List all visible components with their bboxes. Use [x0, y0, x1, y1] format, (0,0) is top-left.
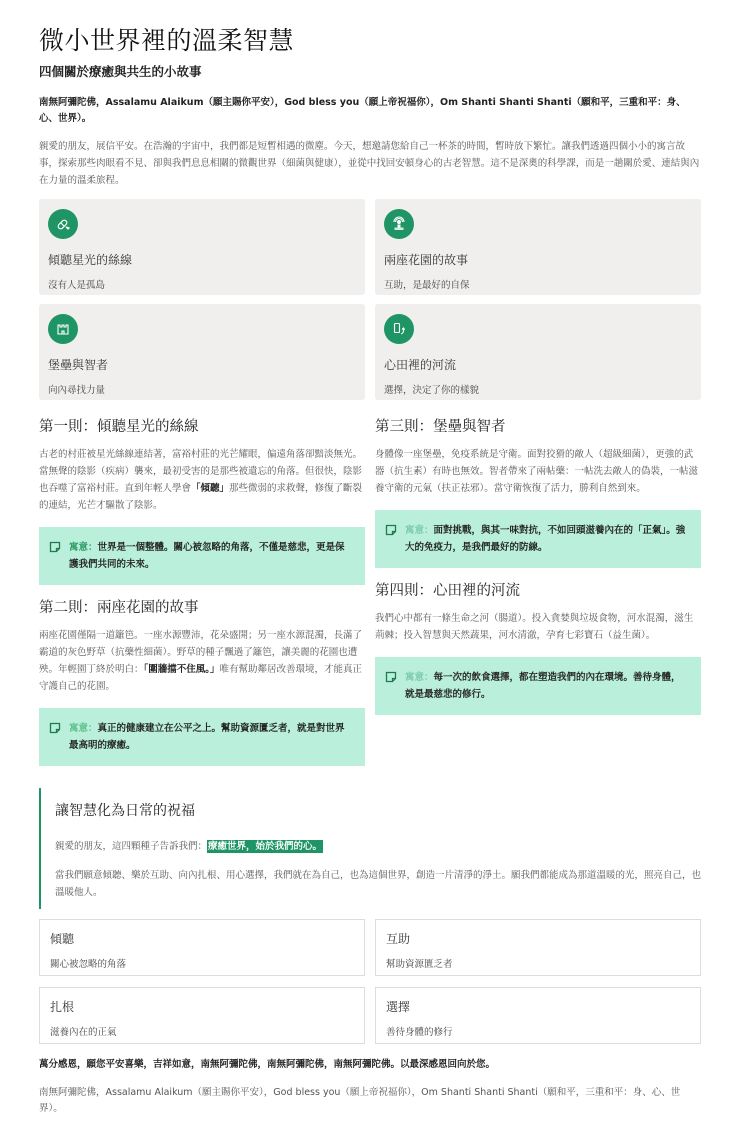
story-heading: 第二則：兩座花園的故事	[39, 600, 199, 616]
moral-label: 寓意：	[405, 525, 434, 536]
card-subtitle: 沒有人是孤島	[48, 280, 106, 291]
virtue-subtitle: 善待身體的修行	[386, 1027, 453, 1038]
pill-icon	[48, 209, 78, 239]
virtues-grid	[39, 919, 701, 1044]
moral-callout	[39, 527, 365, 585]
page-title: 微小世界裡的溫柔智慧	[39, 26, 295, 55]
story-card-river[interactable]	[375, 304, 701, 400]
virtue-card-listen	[39, 919, 365, 976]
page-subtitle: 四個關於療癒與共生的小故事	[39, 64, 202, 79]
moral-callout	[39, 708, 365, 766]
virtue-subtitle: 關心被忽略的角落	[50, 959, 127, 970]
card-subtitle: 選擇，決定了你的樣貌	[384, 385, 480, 396]
virtue-title: 扎根	[50, 1000, 75, 1014]
stories-right-column	[375, 417, 701, 766]
story-4	[375, 581, 701, 715]
card-title: 心田裡的河流	[384, 358, 457, 372]
note-icon	[385, 671, 397, 683]
virtue-title: 選擇	[386, 1000, 411, 1014]
story-body: 我們心中都有一條生命之河（腸道）。投入貪婪與垃圾食物，河水混濁，滋生荊棘；投入智慧與天然蔬果，河水清澈，孕育七彩寶石（益生菌）。	[375, 613, 694, 641]
intro-paragraph: 親愛的朋友，展信平安。在浩瀚的宇宙中，我們都是短暫相遇的微塵。今天，想邀請您給自己一杯茶的時間，暫時放下繁忙。讓我們透過四個小小的寓言故事，探索那些肉眼看不見、卻與我們息息相關的微觀世界（細菌與健康），並從中找回安頓身心的古老智慧。這不是深奧的科學課，而是一趟關於愛、連結與內在力量的溫柔旅程。	[39, 141, 700, 186]
moral-label: 寓意：	[69, 542, 98, 553]
virtue-title: 傾聽	[50, 932, 75, 946]
virtue-card-help	[375, 919, 701, 976]
card-subtitle: 互助，是最好的自保	[384, 280, 470, 291]
story-heading: 第一則：傾聽星光的絲線	[39, 419, 199, 435]
story-heading: 第四則：心田裡的河流	[375, 583, 520, 599]
moral-callout	[375, 657, 701, 715]
blessing-bottom: 南無阿彌陀佛，Assalamu Alaikum（願主賜你平安），God bless you（願上帝祝福你），Om Shanti Shanti Shanti（願和平，三重和平：身、心、世界）。	[39, 1087, 681, 1114]
moral-text: 世界是一個整體。關心被忽略的角落，不僅是慈悲，更是保護我們共同的未來。	[69, 542, 345, 570]
closing-paragraph-2: 當我們願意傾聽、樂於互助、向內扎根、用心選擇，我們就在為自己，也為這個世界，創造一片清淨的淨土。願我們都能成為那道溫暖的光，照亮自己，也溫暖他人。	[55, 870, 702, 898]
card-title: 堡壘與智者	[48, 358, 109, 372]
story-cards-grid	[39, 199, 701, 400]
story-card-gardens[interactable]	[375, 199, 701, 295]
moral-text: 每一次的飲食選擇，都在塑造我們的內在環境。善待身體，就是最慈悲的修行。	[405, 672, 681, 700]
stories-left-column	[39, 417, 365, 766]
story-1	[39, 417, 365, 585]
virtue-card-choose	[375, 987, 701, 1044]
story-heading: 第三則：堡壘與智者	[375, 419, 506, 435]
story-card-listening[interactable]	[39, 199, 365, 295]
closing-heading: 讓智慧化為日常的祝福	[55, 803, 195, 819]
card-title: 傾聽星光的絲線	[48, 253, 133, 267]
virtue-subtitle: 幫助資源匱乏者	[386, 959, 453, 970]
stories-section	[39, 417, 701, 766]
closing-section	[39, 788, 701, 909]
moral-label: 寓意：	[405, 672, 434, 683]
note-icon	[49, 722, 61, 734]
virtue-subtitle: 滋養內在的正氣	[50, 1027, 117, 1038]
castle-icon	[48, 314, 78, 344]
phone-rotate-icon	[384, 314, 414, 344]
story-3	[375, 417, 701, 568]
highlighted-phrase: 療癒世界，始於我們的心。	[208, 841, 323, 852]
moral-label: 寓意：	[69, 723, 98, 734]
note-icon	[385, 524, 397, 536]
thanks-paragraph: 萬分感恩，願您平安喜樂，吉祥如意，南無阿彌陀佛，南無阿彌陀佛，南無阿彌陀佛。以最深感恩回向於您。	[39, 1059, 496, 1070]
virtue-title: 互助	[386, 932, 411, 946]
virtue-card-root	[39, 987, 365, 1044]
closing-paragraph-1: 親愛的朋友，這四顆種子告訴我們：療癒世界，始於我們的心。	[55, 841, 323, 852]
story-body: 身體像一座堡壘，免疫系統是守衛。面對狡猾的敵人（超級細菌），更強的武器（抗生素）有時也無效。智者帶來了兩帖藥：一帖洗去敵人的偽裝，一帖滋養守衛的元氣（扶正祛邪）。當守衛恢復了活力，勝利自然到來。	[375, 449, 699, 494]
blessing-top: 南無阿彌陀佛，Assalamu Alaikum（願主賜你平安），God bless you（願上帝祝福你），Om Shanti Shanti Shanti（願和平，三重和平：身、心、世界）。	[39, 97, 686, 124]
story-body: 兩座花園僅隔一道籬笆。一座水源豐沛，花朵盛開；另一座水源混濁，長滿了霸道的灰色野草（抗藥性細菌）。野草的種子飄過了籬笆，讓美麗的花園也遭殃。年輕園丁終於明白：「圍牆擋不住風。」唯有幫助鄰居改善環境，才能真正守護自己的花園。	[39, 630, 363, 692]
moral-callout: 寓意：面對挑戰，與其一味對抗，不如回頭滋養內在的「正氣」。強大的免疫力，是我們最好的防線。	[375, 510, 701, 568]
story-body: 古老的村莊被星光絲線連結著，富裕村莊的光芒耀眼，偏遠角落卻黯淡無光。當無聲的陰影（疾病）襲來，最初受害的是那些被遺忘的角落。但很快，陰影也吞噬了富裕村莊。直到年輕人學會「傾聽」那些微弱的求救聲，修復了斷裂的連結，光芒才驅散了陰影。	[39, 449, 363, 511]
moral-text: 真正的健康建立在公平之上。幫助資源匱乏者，就是對世界最高明的療癒。	[69, 723, 345, 751]
card-subtitle: 向內尋找力量	[48, 385, 106, 396]
broadcast-person-icon	[384, 209, 414, 239]
story-2	[39, 598, 365, 766]
note-icon	[49, 541, 61, 553]
card-title: 兩座花園的故事	[384, 253, 469, 267]
story-card-fortress[interactable]	[39, 304, 365, 400]
